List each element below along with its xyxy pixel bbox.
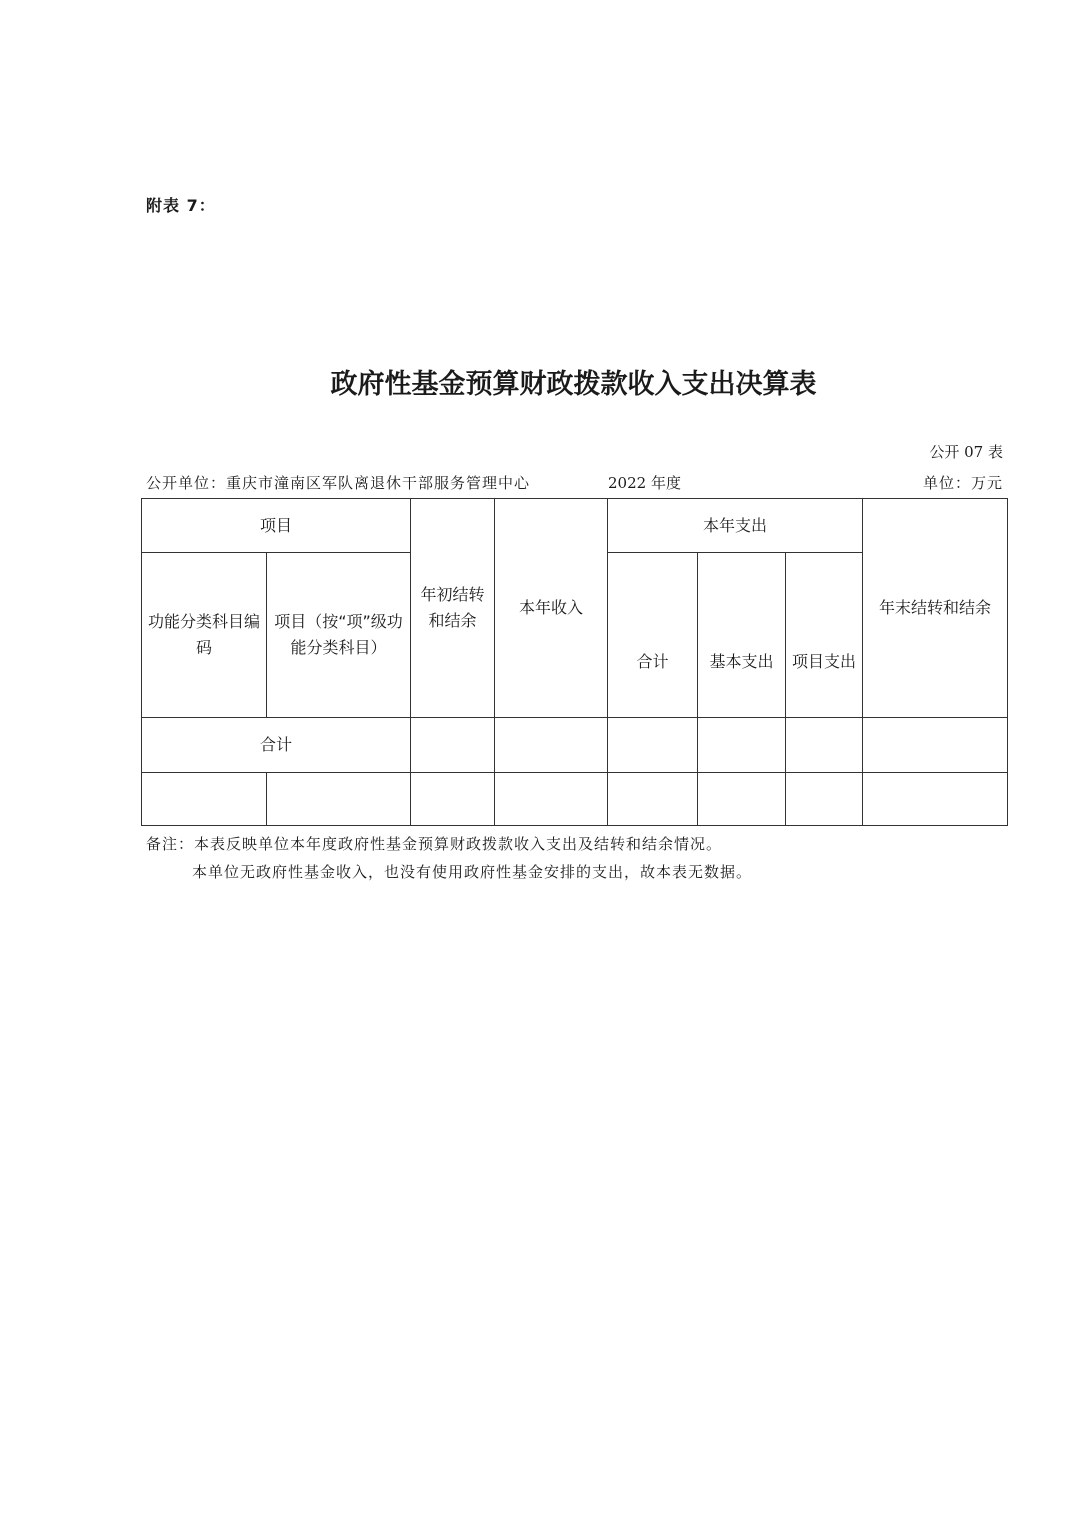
table-cell bbox=[411, 773, 495, 826]
note-line-1: 备注：本表反映单位本年度政府性基金预算财政拨款收入支出及结转和结余情况。 bbox=[146, 835, 723, 853]
currency-unit: 单位：万元 bbox=[922, 474, 1003, 492]
table-cell bbox=[786, 773, 863, 826]
header-current-expense: 本年支出 bbox=[608, 499, 863, 553]
form-number: 公开 07 表 bbox=[929, 443, 1003, 461]
unit-name: 公开单位：重庆市潼南区军队离退休干部服务管理中心 bbox=[146, 474, 531, 492]
total-row-label: 合计 bbox=[142, 718, 411, 773]
header-expense-total: 合计 bbox=[608, 553, 698, 718]
table-cell bbox=[142, 773, 267, 826]
total-row bbox=[142, 718, 1008, 773]
header-closing-balance: 年末结转和结余 bbox=[863, 499, 1008, 718]
table-cell bbox=[495, 773, 608, 826]
header-opening-balance: 年初结转和结余 bbox=[411, 499, 495, 718]
table-cell bbox=[608, 773, 698, 826]
table-cell bbox=[411, 718, 495, 773]
budget-table bbox=[141, 498, 1008, 826]
table-cell bbox=[863, 773, 1008, 826]
header-row-1 bbox=[142, 499, 1008, 553]
note-line-2: 本单位无政府性基金收入，也没有使用政府性基金安排的支出，故本表无数据。 bbox=[192, 863, 753, 881]
table-cell bbox=[608, 718, 698, 773]
table-cell bbox=[863, 718, 1008, 773]
page-title: 政府性基金预算财政拨款收入支出决算表 bbox=[330, 369, 817, 400]
table-cell bbox=[495, 718, 608, 773]
header-func-code: 功能分类科目编码 bbox=[142, 553, 267, 718]
header-item-by-level: 项目（按“项”级功能分类科目） bbox=[267, 553, 411, 718]
notes bbox=[146, 830, 752, 886]
table-cell bbox=[698, 773, 786, 826]
header-item: 项目 bbox=[142, 499, 411, 553]
table-row bbox=[142, 773, 1008, 826]
header-current-income: 本年收入 bbox=[495, 499, 608, 718]
table-cell bbox=[267, 773, 411, 826]
header-project-expense: 项目支出 bbox=[786, 553, 863, 718]
header-basic-expense: 基本支出 bbox=[698, 553, 786, 718]
appendix-label: 附表 7： bbox=[146, 196, 216, 215]
fiscal-year: 2022 年度 bbox=[608, 474, 681, 492]
table-cell bbox=[786, 718, 863, 773]
table-cell bbox=[698, 718, 786, 773]
